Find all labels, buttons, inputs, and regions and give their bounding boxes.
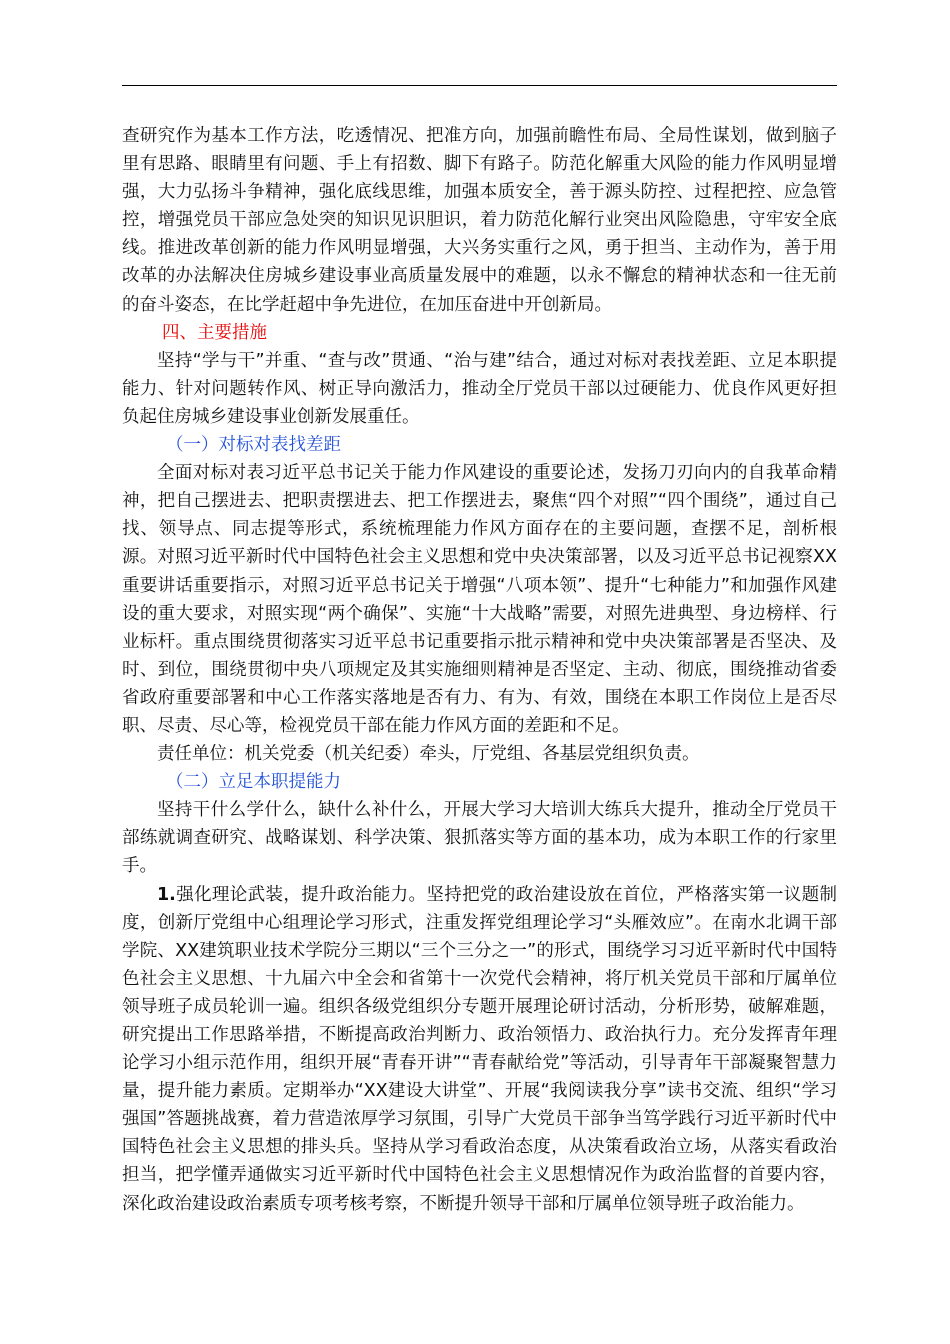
paragraph-responsibility: 责任单位：机关党委（机关纪委）牵头，厅党组、各基层党组织负责。 — [157, 744, 700, 765]
header-rule — [122, 85, 837, 86]
section-heading-main-measures: 四、主要措施 — [162, 322, 267, 343]
paragraph-3: 全面对标对表习近平总书记关于能力作风建设的重要论述，发扬刀刃向内的自我革命精神，把自己摆进去、把职责摆进去、把工作摆进去，聚焦“四个对照”“四个围绕”，通过自己找、领导点、同志提等形式，系统梳理能力作风方面存在的主要问题，查摆不足，剖析根源。对照习近平新时代中国特色社会主义思想和党中央决策部署，以及习近平总书记视察XX重要讲话重要指示，对照习近平总书记关于增强“八项本领”、提升“七种能力”和加强作风建设的重大要求，对照实现“两个确保”、实施“十大战略”需要，对照先进典型、身边榜样、行业标杆。重点围绕贯彻落实习近平总书记重要指示批示精神和党中央决策部署是否坚决、及时、到位，围绕贯彻中央八项规定及其实施细则精神是否坚定、主动、彻底，围绕推动省委省政府重要部署和中心工作落实落地是否有力、有为、有效，围绕在本职工作岗位上是否尽职、尽责、尽心等，检视党员干部在能力作风方面的差距和不足。 — [122, 463, 837, 736]
subheading-improve-ability: （二）立足本职提能力 — [166, 772, 341, 793]
subheading-benchmark: （一）对标对表找差距 — [166, 435, 341, 456]
paragraph-6 — [122, 881, 837, 1218]
document-body — [122, 122, 837, 1218]
paragraph-6-text: 强化理论武装，提升政治能力。坚持把党的政治建设放在首位，严格落实第一议题制度，创新厅党组中心组理论学习形式，注重发挥党组理论学习“头雁效应”。在南水北调干部学院、XX建筑职业技术学院分三期以“三个三分之一”的形式，围绕学习习近平新时代中国特色社会主义思想、十九届六中全会和省第十一次党代会精神，将厅机关党员干部和厅属单位领导班子成员轮训一遍。组织各级党组织分专题开展理论研讨活动，分析形势，破解难题，研究提出工作思路举措，不断提高政治判断力、政治领悟力、政治执行力。充分发挥青年理论学习小组示范作用，组织开展“青春开讲”“青春献给党”等活动，引导青年干部凝聚智慧力量，提升能力素质。定期举办“XX建设大讲堂”、开展“我阅读我分享”读书交流、组织“学习强国”答题挑战赛，着力营造浓厚学习氛围，引导广大党员干部争当笃学践行习近平新时代中国特色社会主义思想的排头兵。坚持从学习看政治态度，从决策看政治立场，从落实看政治担当，把学懂弄通做实习近平新时代中国特色社会主义思想情况作为政治监督的首要内容，深化政治建设政治素质专项考核考察，不断提升领导干部和厅属单位领导班子政治能力。 — [122, 884, 837, 1214]
paragraph-1: 查研究作为基本工作方法，吃透情况、把准方向，加强前瞻性布局、全局性谋划，做到脑子里有思路、眼睛里有问题、手上有招数、脚下有路子。防范化解重大风险的能力作风明显增强，大力弘扬斗争精神，强化底线思维，加强本质安全，善于源头防控、过程把控、应急管控，增强党员干部应急处突的知识见识胆识，着力防范化解行业突出风险隐患，守牢安全底线。推进改革创新的能力作风明显增强，大兴务实重行之风，勇于担当、主动作为，善于用改革的办法解决住房城乡建设事业高质量发展中的难题，以永不懈怠的精神状态和一往无前的奋斗姿态，在比学赶超中争先进位，在加压奋进中开创新局。 — [122, 126, 837, 315]
paragraph-2: 坚持“学与干”并重、“查与改”贯通、“治与建”结合，通过对标对表找差距、立足本职提能力、针对问题转作风、树正导向激活力，推动全厅党员干部以过硬能力、优良作风更好担负起住房城乡建设事业创新发展重任。 — [122, 350, 837, 427]
paragraph-5: 坚持干什么学什么，缺什么补什么，开展大学习大培训大练兵大提升，推动全厅党员干部练就调查研究、战略谋划、科学决策、狠抓落实等方面的基本功，成为本职工作的行家里手。 — [122, 800, 837, 877]
item-number: 1. — [157, 884, 176, 905]
